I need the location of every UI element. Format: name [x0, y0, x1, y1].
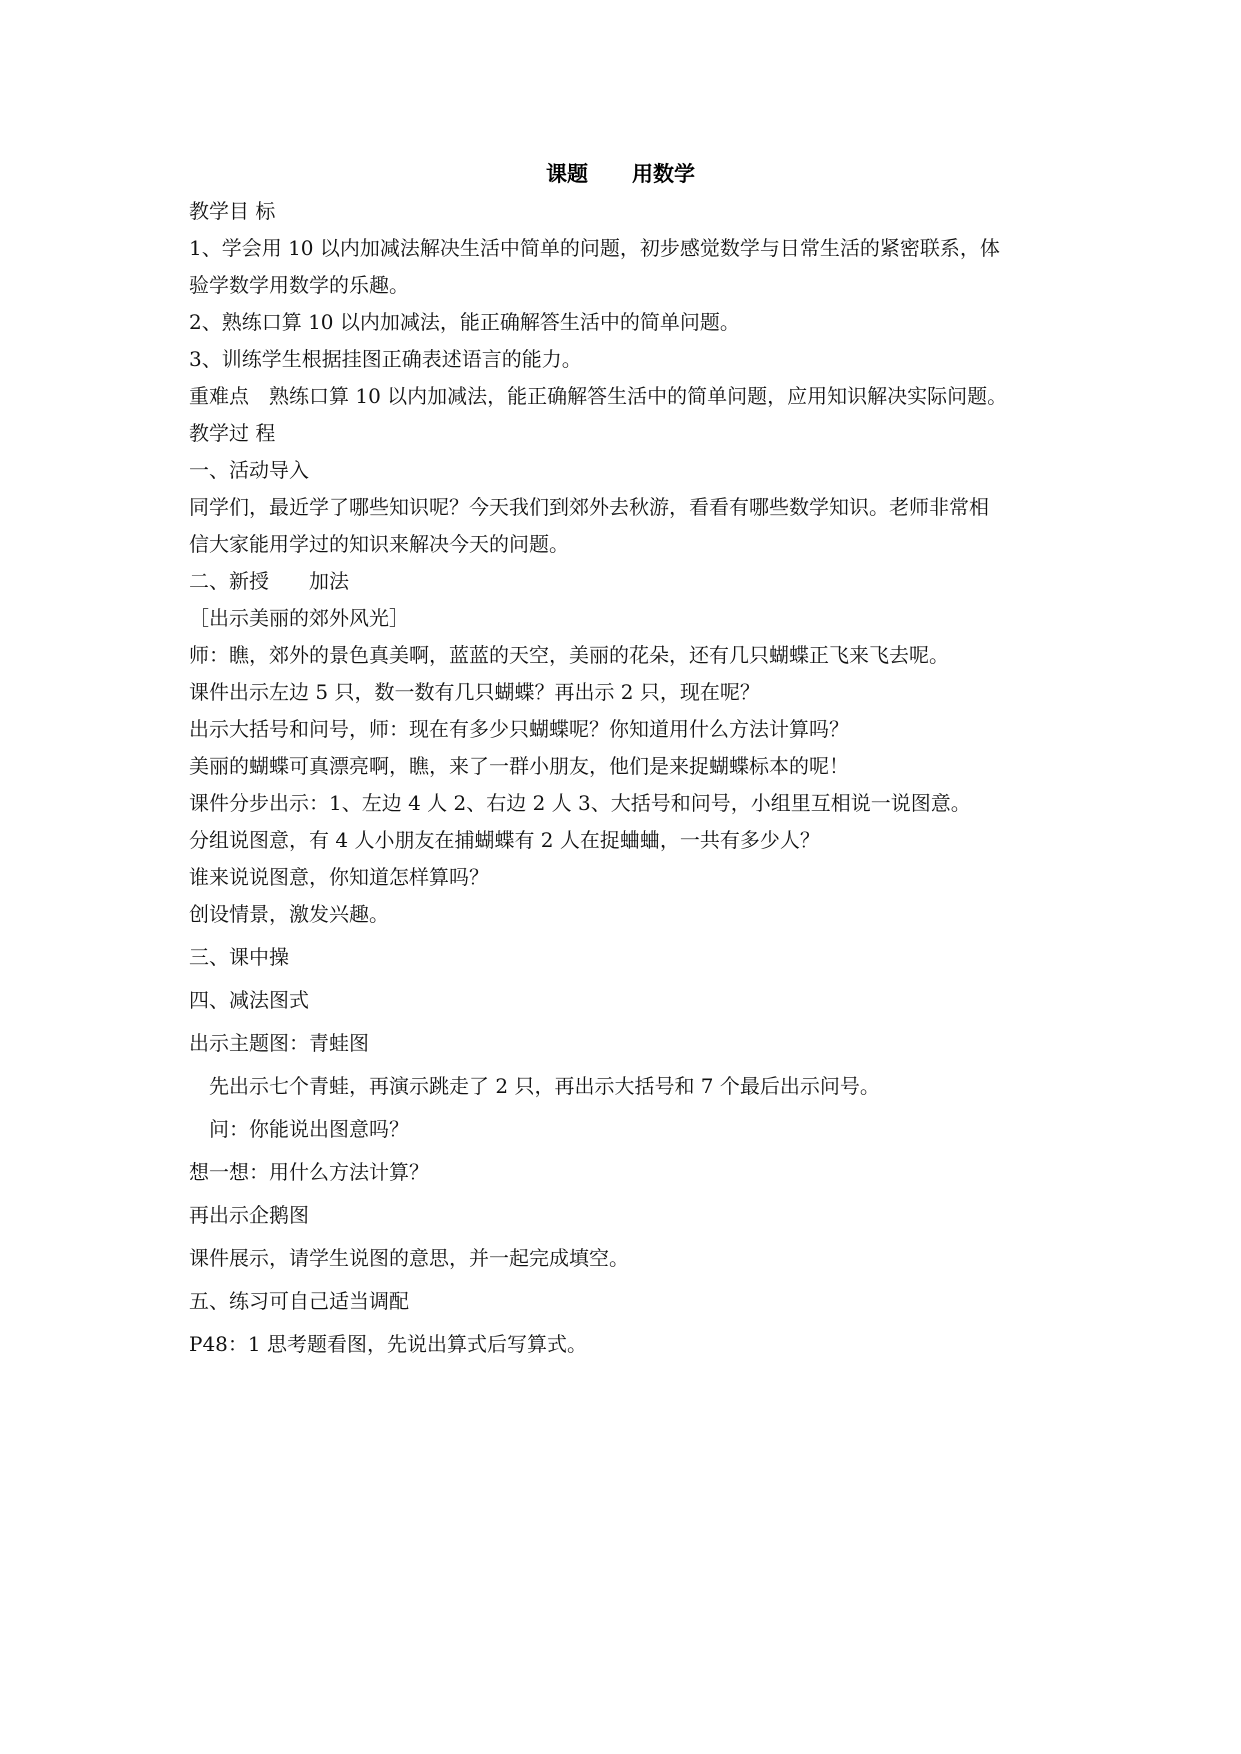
text-line: 想一想：用什么方法计算？ [189, 1160, 429, 1184]
text-line: 重难点 熟练口算 10 以内加减法，能正确解答生活中的简单问题，应用知识解决实际问题。 [189, 384, 1008, 408]
text-line: 3、训练学生根据挂图正确表述语言的能力。 [189, 347, 582, 371]
title-label: 课题 [546, 162, 588, 186]
text-line: 四、减法图式 [189, 988, 309, 1012]
text-line: ［出示美丽的郊外风光］ [189, 606, 409, 630]
text-line: 教学目 标 [189, 199, 276, 223]
text-line: P48：1 思考题看图，先说出算式后写算式。 [189, 1332, 587, 1356]
text-line: 创设情景，激发兴趣。 [189, 902, 389, 926]
text-line: 三、课中操 [189, 945, 289, 969]
text-line: 先出示七个青蛙，再演示跳走了 2 只，再出示大括号和 7 个最后出示问号。 [189, 1074, 880, 1098]
text-line: 师：瞧，郊外的景色真美啊，蓝蓝的天空，美丽的花朵，还有几只蝴蝶正飞来飞去呢。 [189, 643, 949, 667]
title-subject: 用数学 [632, 162, 695, 186]
text-line: 2、熟练口算 10 以内加减法，能正确解答生活中的简单问题。 [189, 310, 740, 334]
page-title [0, 158, 1241, 188]
text-line: 五、练习可自己适当调配 [189, 1289, 409, 1313]
text-line: 再出示企鹅图 [189, 1203, 309, 1227]
text-line: 出示主题图：青蛙图 [189, 1031, 369, 1055]
text-line: 二、新授 加法 [189, 569, 349, 593]
text-line: 美丽的蝴蝶可真漂亮啊，瞧，来了一群小朋友，他们是来捉蝴蝶标本的呢！ [189, 754, 849, 778]
text-line: 课件分步出示：1、左边 4 人 2、右边 2 人 3、大括号和问号，小组里互相说一说图意。 [189, 791, 971, 815]
text-line: 谁来说说图意，你知道怎样算吗？ [189, 865, 489, 889]
text-line: 教学过 程 [189, 421, 276, 445]
text-line: 同学们，最近学了哪些知识呢？今天我们到郊外去秋游，看看有哪些数学知识。老师非常相 [189, 495, 989, 519]
text-line: 问：你能说出图意吗？ [189, 1117, 409, 1141]
text-line: 出示大括号和问号，师：现在有多少只蝴蝶呢？你知道用什么方法计算吗？ [189, 717, 849, 741]
text-line: 课件展示，请学生说图的意思，并一起完成填空。 [189, 1246, 629, 1270]
text-line: 验学数学用数学的乐趣。 [189, 273, 409, 297]
text-line: 分组说图意，有 4 人小朋友在捕蝴蝶有 2 人在捉蛐蛐，一共有多少人？ [189, 828, 820, 852]
text-line: 课件出示左边 5 只，数一数有几只蝴蝶？再出示 2 只，现在呢？ [189, 680, 760, 704]
text-line: 一、活动导入 [189, 458, 309, 482]
text-line: 1、学会用 10 以内加减法解决生活中简单的问题，初步感觉数学与日常生活的紧密联系，体 [189, 236, 1000, 260]
text-line: 信大家能用学过的知识来解决今天的问题。 [189, 532, 569, 556]
